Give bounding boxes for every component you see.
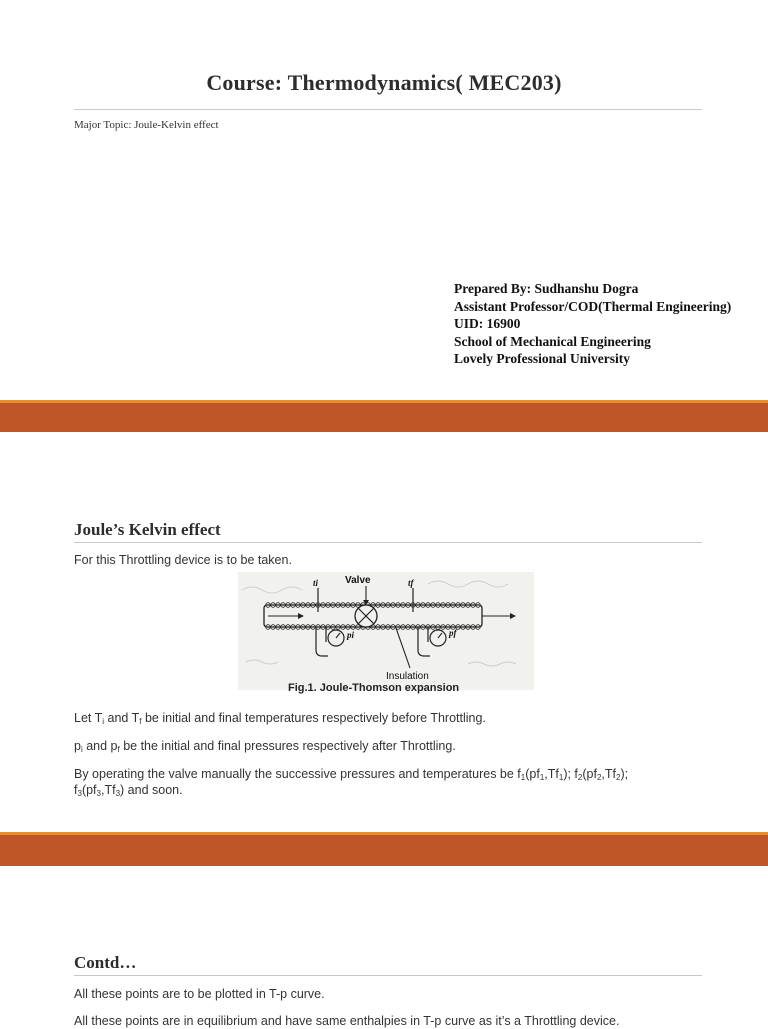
insulation-label: Insulation bbox=[386, 671, 429, 682]
title-divider bbox=[74, 109, 702, 110]
temperature-line: Let $T_i$ and $T_f$ be initial and final temperatures respectively before Throttling. bbox=[74, 711, 486, 726]
slide-separator bbox=[0, 400, 768, 432]
pi-label: pi bbox=[347, 630, 355, 640]
slide-2 bbox=[0, 432, 768, 832]
pf-label: pf bbox=[449, 628, 457, 638]
slide-3 bbox=[0, 866, 768, 1028]
prepared-by-block bbox=[454, 280, 731, 368]
slide-1 bbox=[0, 0, 768, 400]
separator-accent bbox=[0, 400, 768, 403]
slide-heading: Contd… bbox=[74, 953, 137, 972]
prepared-by-line: Prepared By: Sudhanshu Dogra bbox=[454, 281, 639, 296]
slide-separator bbox=[0, 832, 768, 866]
university-line: Lovely Professional University bbox=[454, 351, 630, 366]
ti-label: ti bbox=[313, 578, 319, 588]
uid-line: UID: 16900 bbox=[454, 316, 521, 331]
pressure-line: $p_i$ and $p_f$ be the initial and final pressures respectively after Throttling. bbox=[74, 739, 456, 754]
tf-label: tf bbox=[408, 578, 414, 588]
body-line-2: All these points are in equilibrium and have same enthalpies in T-p curve as it’s a Throttling device. bbox=[74, 1014, 620, 1028]
heading-divider bbox=[74, 542, 702, 543]
course-title: Course: Thermodynamics( MEC203) bbox=[206, 70, 562, 95]
figure-caption: Fig.1. Joule-Thomson expansion bbox=[288, 682, 460, 694]
major-topic: Major Topic: Joule-Kelvin effect bbox=[74, 119, 219, 131]
slide-heading: Joule’s Kelvin effect bbox=[74, 520, 221, 539]
intro-text: For this Throttling device is to be taken. bbox=[74, 553, 292, 567]
throttling-diagram bbox=[238, 572, 534, 690]
heading-divider bbox=[74, 975, 702, 976]
designation-line: Assistant Professor/COD(Thermal Engineering) bbox=[454, 298, 732, 314]
throttling-figure bbox=[238, 572, 534, 690]
body-line-1: All these points are to be plotted in T-p curve. bbox=[74, 987, 325, 1001]
valve-label: Valve bbox=[345, 575, 371, 586]
separator-accent bbox=[0, 832, 768, 835]
successive-states-line: By operating the valve manually the successive pressures and temperatures be $f_1(pf_1,Tf_1)$; $f_2(pf_2,Tf_2)$; $f_3(pf_3,Tf_3)$ and soon. bbox=[74, 767, 629, 798]
school-line: School of Mechanical Engineering bbox=[454, 333, 651, 349]
